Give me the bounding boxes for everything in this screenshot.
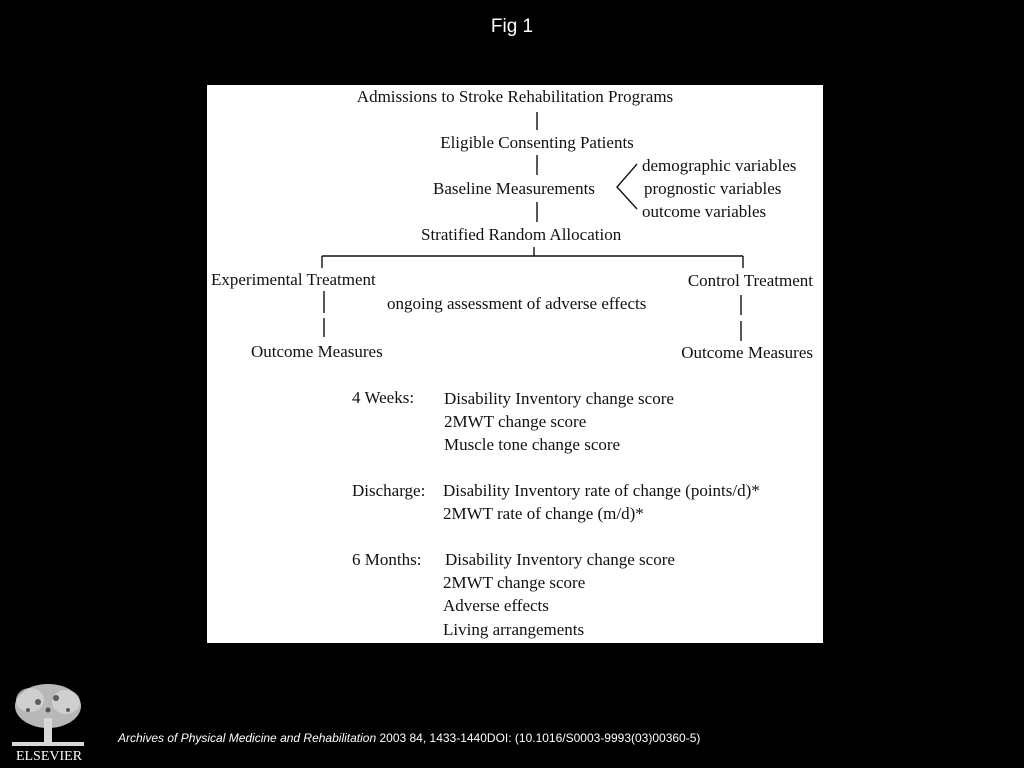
- baseline-branch-prognostic: prognostic variables: [644, 179, 782, 198]
- timepoint-6months-label: 6 Months:: [352, 550, 422, 569]
- timepoint-discharge-label: Discharge:: [352, 481, 426, 500]
- timepoint-6months-item: Living arrangements: [443, 620, 585, 639]
- timepoint-4weeks-item: Disability Inventory change score: [444, 389, 674, 408]
- baseline-branch-demographic: demographic variables: [642, 156, 797, 175]
- arm-outcome-right: Outcome Measures: [681, 343, 813, 362]
- step-baseline: Baseline Measurements: [433, 179, 595, 198]
- step-eligible: Eligible Consenting Patients: [440, 133, 634, 152]
- arm-experimental: Experimental Treatment: [211, 270, 376, 289]
- baseline-branch-outcome: outcome variables: [642, 202, 767, 221]
- citation-journal: Archives of Physical Medicine and Rehabilitation: [118, 731, 377, 745]
- elsevier-logo-text: ELSEVIER: [15, 749, 83, 764]
- flowchart-panel: [207, 85, 823, 643]
- timepoint-discharge-item: Disability Inventory rate of change (points/d)*: [443, 481, 760, 500]
- arm-ongoing-assessment: ongoing assessment of adverse effects: [387, 294, 647, 313]
- timepoint-6months-item: Adverse effects: [443, 596, 549, 615]
- citation: [118, 731, 700, 745]
- timepoint-6months-item: Disability Inventory change score: [445, 550, 675, 569]
- arm-control: Control Treatment: [687, 271, 813, 290]
- slide-title: Fig 1: [490, 16, 534, 37]
- citation-details: 2003 84, 1433-1440DOI: (10.1016/S0003-9993(03)00360-5): [376, 731, 701, 745]
- timepoint-4weeks-item: Muscle tone change score: [444, 435, 621, 454]
- arm-outcome-left: Outcome Measures: [251, 342, 383, 361]
- timepoint-4weeks-item: 2MWT change score: [444, 412, 587, 431]
- timepoint-discharge-item: 2MWT rate of change (m/d)*: [443, 504, 644, 523]
- timepoint-4weeks-label: 4 Weeks:: [352, 388, 415, 407]
- timepoint-6months-item: 2MWT change score: [443, 573, 586, 592]
- connector-baseline-branch: [617, 164, 637, 209]
- step-allocation: Stratified Random Allocation: [421, 225, 622, 244]
- step-admissions: Admissions to Stroke Rehabilitation Programs: [356, 87, 674, 106]
